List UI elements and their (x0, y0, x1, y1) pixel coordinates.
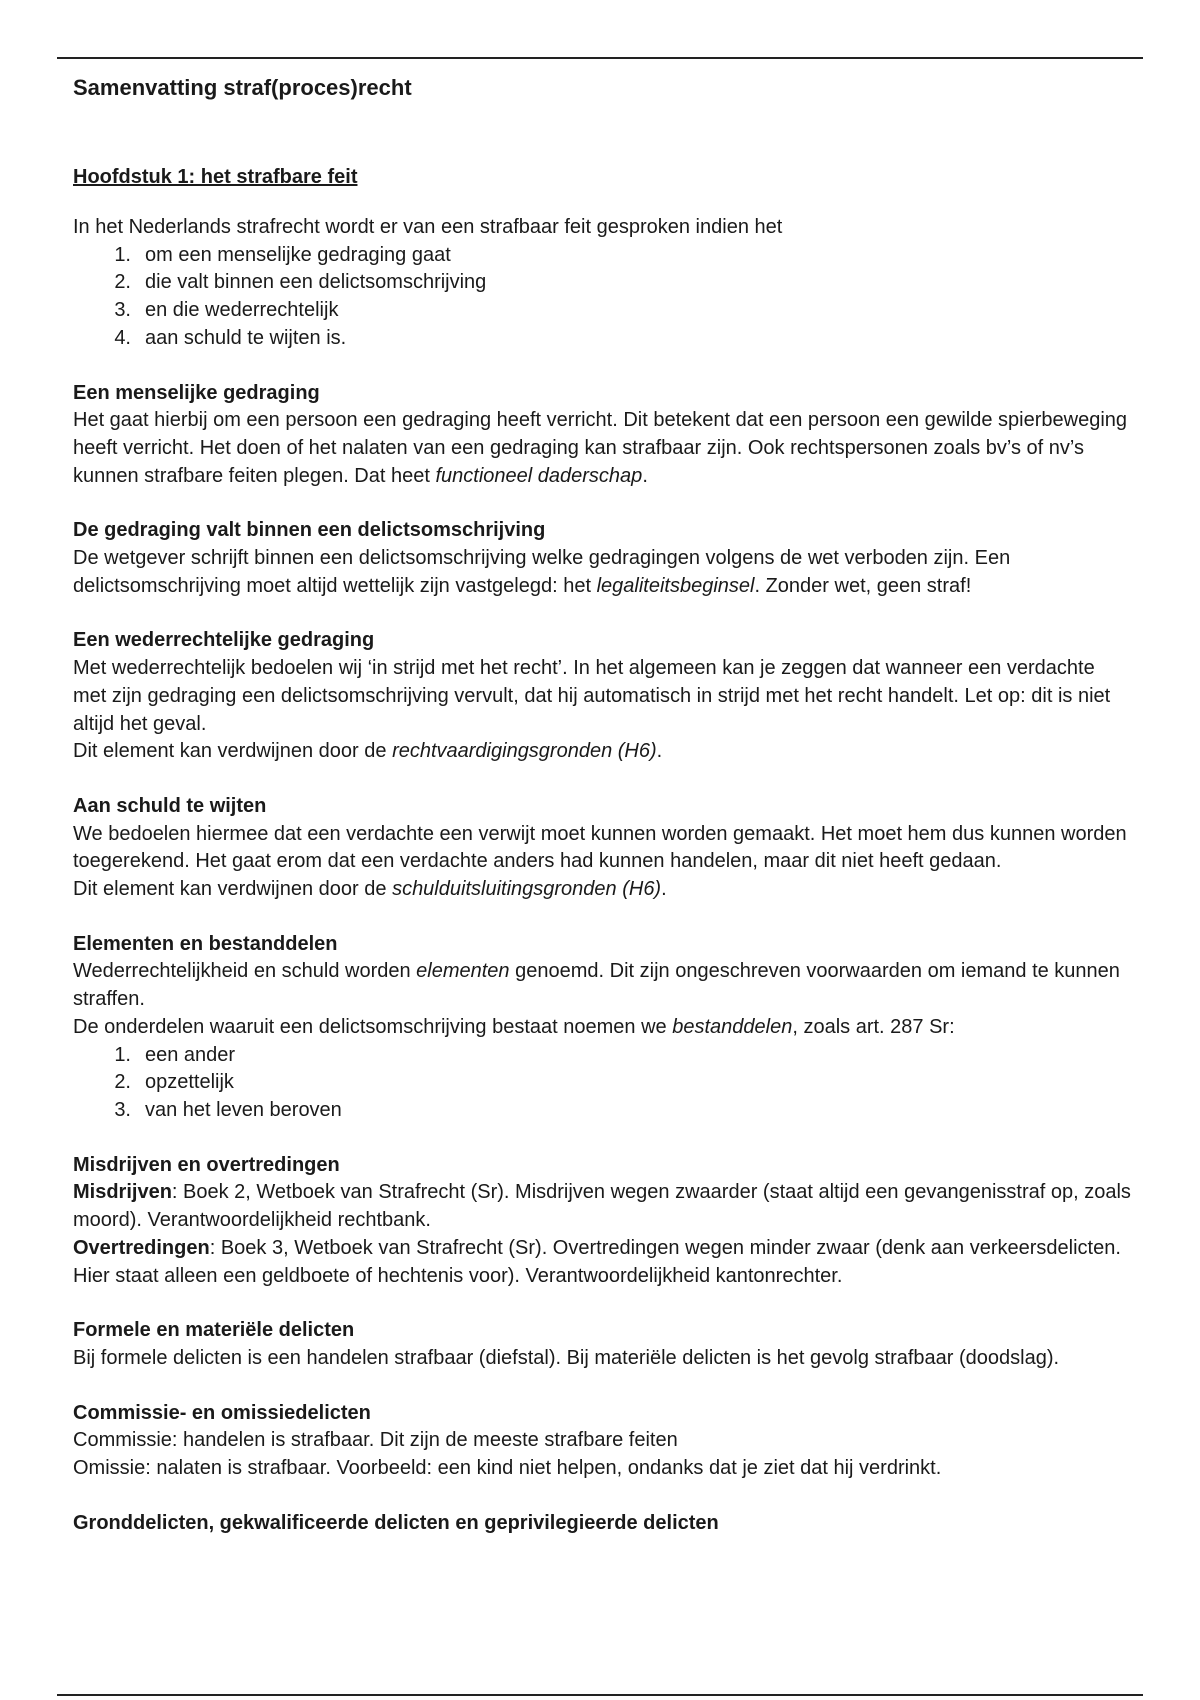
section-paragraph: Misdrijven: Boek 2, Wetboek van Strafrecht (Sr). Misdrijven wegen zwaarder (staat altijd een gevangenisstraf op, zoals moord). Verantwoordelijkheid rechtbank. (73, 1181, 1131, 1232)
bestanddelen-list (73, 1042, 1133, 1125)
chapter-heading: Hoofdstuk 1: het strafbare feit (73, 166, 358, 188)
header-rule (57, 57, 1143, 59)
section-formele-materiele (73, 1317, 1133, 1372)
list-item: 2. die valt binnen een delictsomschrijving (114, 271, 487, 294)
section-paragraph: Het gaat hierbij om een persoon een gedraging heeft verricht. Dit betekent dat een persoon een gewilde spierbeweging heeft verricht. Het doen of het nalaten van een gedraging kan strafbaar zijn. Ook rechtspersonen zoals bv’s of nv’s kunnen strafbare feiten plegen. Dat heet functioneel daderschap. (73, 409, 1128, 487)
list-item: 1. om een menselijke gedraging gaat (114, 243, 451, 266)
section-gronddelicten (73, 1510, 1133, 1538)
section-paragraph: De wetgever schrijft binnen een delictsomschrijving welke gedragingen volgens de wet verboden zijn. Een delictsomschrijving moet altijd wettelijk zijn vastgelegd: het legaliteitsbeginsel. Zonder wet, geen straf! (73, 547, 1011, 597)
list-item: 4. aan schuld te wijten is. (114, 326, 347, 349)
section-heading: Misdrijven en overtredingen (73, 1153, 340, 1176)
intro-paragraph: In het Nederlands strafrecht wordt er van een strafbaar feit gesproken indien het (73, 216, 783, 238)
list-item: 3. en die wederrechtelijk (114, 299, 339, 322)
section-paragraph: Commissie: handelen is strafbaar. Dit zijn de meeste strafbare feiten (73, 1429, 678, 1452)
document-title: Samenvatting straf(proces)recht (73, 75, 412, 100)
footer-rule (57, 1694, 1143, 1696)
section-heading: Een wederrechtelijke gedraging (73, 629, 375, 652)
section-delictsomschrijving (73, 517, 1133, 600)
section-heading: Gronddelicten, gekwalificeerde delicten en geprivilegieerde delicten (73, 1511, 719, 1534)
section-paragraph: Omissie: nalaten is strafbaar. Voorbeeld: een kind niet helpen, ondanks dat je ziet dat hij verdrinkt. (73, 1457, 942, 1480)
section-heading: Formele en materiële delicten (73, 1319, 355, 1342)
intro-list (73, 242, 1133, 353)
section-paragraph: Met wederrechtelijk bedoelen wij ‘in strijd met het recht’. In het algemeen kan je zeggen dat wanneer een verdachte met zijn gedraging een delictsomschrijving vervult, dat hij automatisch in strijd met het recht handelt. Let op: dit is niet altijd het geval. (73, 657, 1111, 735)
section-heading: Een menselijke gedraging (73, 381, 320, 404)
section-heading: Aan schuld te wijten (73, 794, 267, 817)
section-paragraph: Dit element kan verdwijnen door de schulduitsluitingsgronden (H6). (73, 878, 667, 901)
section-paragraph: Wederrechtelijkheid en schuld worden elementen genoemd. Dit zijn ongeschreven voorwaarden om iemand te kunnen straffen. (73, 960, 1120, 1011)
section-misdrijven-overtredingen (73, 1152, 1133, 1291)
list-item: 3. van het leven beroven (114, 1098, 342, 1121)
section-paragraph: Bij formele delicten is een handelen strafbaar (diefstal). Bij materiële delicten is het gevolg strafbaar (doodslag). (73, 1346, 1060, 1369)
list-item: 1. een ander (114, 1043, 236, 1066)
section-heading: Commissie- en omissiedelicten (73, 1401, 371, 1424)
section-wederrechtelijke-gedraging (73, 627, 1133, 766)
list-item: 2. opzettelijk (114, 1071, 234, 1094)
section-paragraph: Overtredingen: Boek 3, Wetboek van Strafrecht (Sr). Overtredingen wegen minder zwaar (denk aan verkeersdelicten. Hier staat alleen een geldboete of hechtenis voor). Verantwoordelijkheid kantonrechter. (73, 1236, 1121, 1287)
section-paragraph: We bedoelen hiermee dat een verdachte een verwijt moet kunnen worden gemaakt. Het moet hem dus kunnen worden toegerekend. Het gaat erom dat een verdachte anders had kunnen handelen, maar dit niet heeft gedaan. (73, 822, 1127, 873)
section-menselijke-gedraging (73, 380, 1133, 491)
section-paragraph: De onderdelen waaruit een delictsomschrijving bestaat noemen we bestanddelen, zoals art. 287 Sr: (73, 1015, 955, 1038)
document-page (73, 70, 1133, 1537)
section-schuld (73, 793, 1133, 904)
section-heading: Elementen en bestanddelen (73, 932, 338, 955)
section-paragraph: Dit element kan verdwijnen door de rechtvaardigingsgronden (H6). (73, 740, 663, 763)
section-commissie-omissie (73, 1400, 1133, 1483)
section-elementen-bestanddelen (73, 931, 1133, 1125)
section-heading: De gedraging valt binnen een delictsomschrijving (73, 519, 546, 542)
